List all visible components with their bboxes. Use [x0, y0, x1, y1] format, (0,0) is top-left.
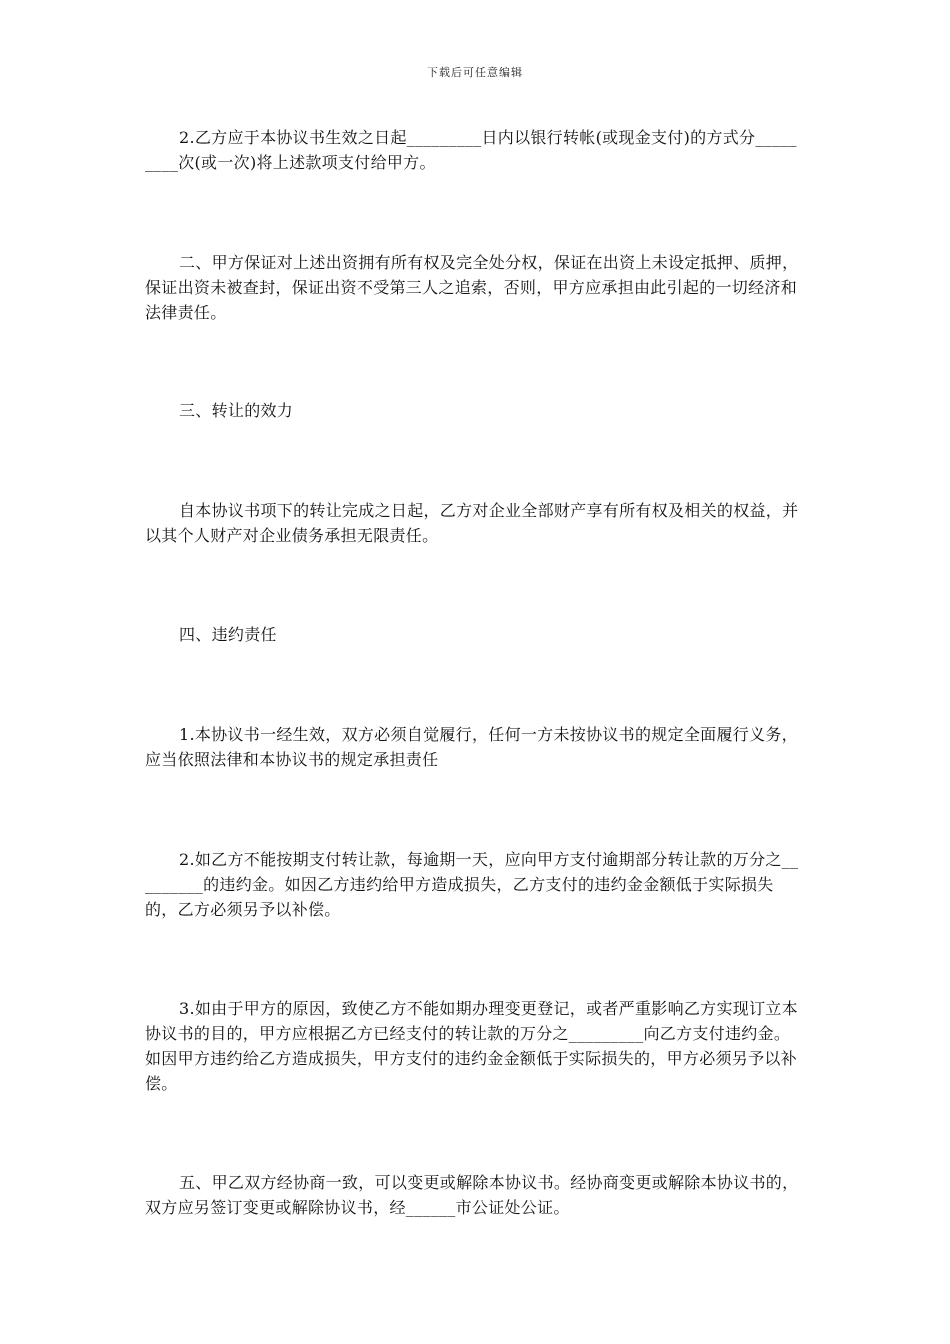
- section-heading-transfer-effect: 三、转让的效力: [179, 401, 294, 420]
- paragraph-liability-1: 1.本协议书一经生效，双方必须自觉履行，任何一方未按协议书的规定全面履行义务，应当依照法律和本协议书的规定承担责任: [145, 725, 798, 769]
- paragraph-transfer-effect: 自本协议书项下的转让完成之日起，乙方对企业全部财产享有所有权及相关的权益，并以其个人财产对企业债务承担无限责任。: [145, 501, 799, 545]
- paragraph-liability-2: 2.如乙方不能按期支付转让款，每逾期一天，应向甲方支付逾期部分转让款的万分之_________的违约金。如因乙方违约给甲方造成损失，乙方支付的违约金金额低于实际损失的，乙方必须另予以补偿。: [145, 850, 799, 919]
- paragraph-amendment: 五、甲乙双方经协商一致，可以变更或解除本协议书。经协商变更或解除本协议书的，双方应另签订变更或解除协议书，经______市公证处公证。: [145, 1173, 799, 1217]
- paragraph-warranty: 二、甲方保证对上述出资拥有所有权及完全处分权，保证在出资上未设定抵押、质押，保证出资未被查封，保证出资不受第三人之追索，否则，甲方应承担由此引起的一切经济和法律责任。: [145, 253, 799, 322]
- section-heading-liability: 四、违约责任: [179, 625, 277, 644]
- paragraph-liability-3: 3.如由于甲方的原因，致使乙方不能如期办理变更登记，或者严重影响乙方实现订立本协议书的目的，甲方应根据乙方已经支付的转让款的万分之_________向乙方支付违约金。如因甲方违约给乙方造成损失，甲方支付的违约金金额低于实际损失的，甲方必须另予以补偿。: [145, 999, 798, 1093]
- paragraph-payment-terms: 2.乙方应于本协议书生效之日起_________日内以银行转帐(或现金支付)的方式分_________次(或一次)将上述款项支付给甲方。: [145, 128, 797, 172]
- page-header: 下载后可任意编辑: [427, 66, 523, 79]
